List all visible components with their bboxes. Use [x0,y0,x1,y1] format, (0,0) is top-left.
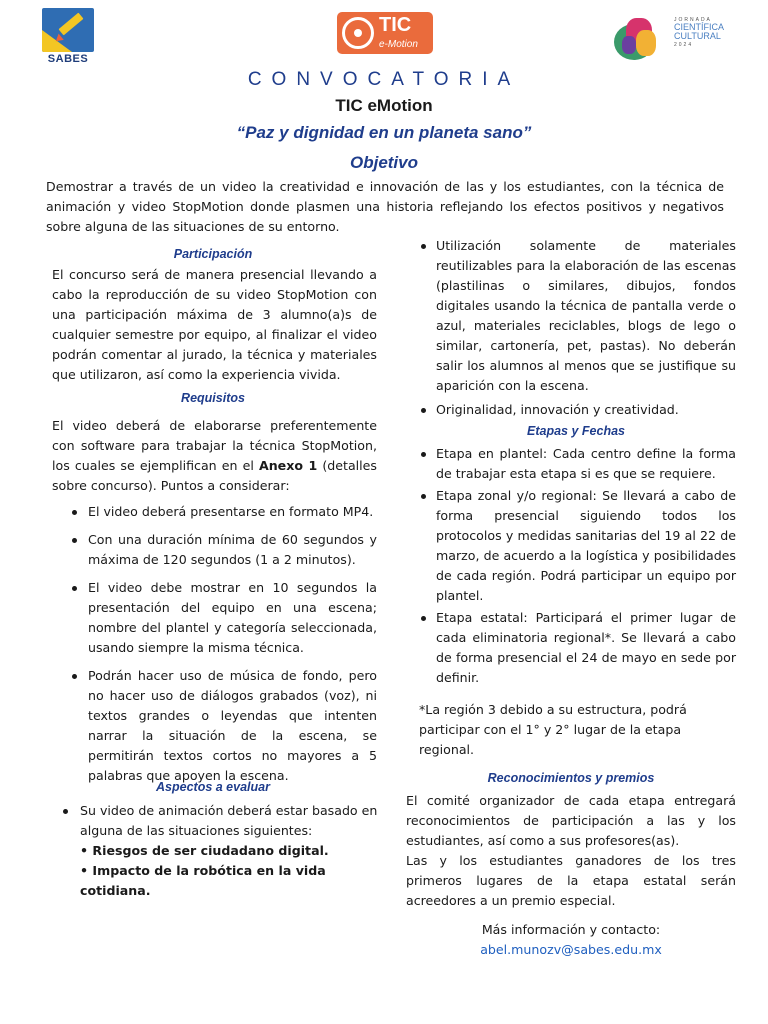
film-reel-icon [342,17,374,49]
list-item-text: Etapa estatal: Participará el primer lugar de cada eliminatoria regional*. Se llevará a cabo de forma presencial el 24 de mayo en sede por definir. [436,610,736,685]
tic-logo-sub: e-Motion [379,39,418,50]
bullet-icon [63,809,68,814]
objetivo-text: Demostrar a través de un video la creatividad e innovación de las y los estudiantes, con la técnica de animación y video StopMotion donde plasmen una historia reflejando los efectos positivos y negativos sobre alguna de las situaciones de su entorno. [46,179,724,234]
requisitos-intro-before: El video deberá de elaborarse preferentemente con software para trabajar la técnica StopMotion, los cuales se ejemplifican en el [52,418,377,473]
anexo-link-text: Anexo 1 [258,458,318,473]
list-item-text: Con una duración mínima de 60 segundos y máxima de 120 segundos (1 a 2 minutos). [88,532,377,567]
list-item [52,530,377,570]
contacto-label: Más información y contacto: [481,922,661,937]
requisitos-intro [52,416,377,496]
list-item [416,236,736,396]
jornada-logo [612,14,730,66]
contact-email-link[interactable]: abel.munozv@sabes.edu.mx [480,942,662,957]
jornada-l1: JORNADA [674,17,712,23]
list-item-text: Podrán hacer uso de música de fondo, pero no hacer uso de diálogos grabados (voz), ni textos grandes o leyendas que intenten narrar la situación de la escena, se permitirán textos cortos no mayores a 5 palabras que apoyen la escena. [88,668,377,783]
bullet-icon [421,452,426,457]
aspectos-list [44,801,380,841]
participacion-text: El concurso será de manera presencial llevando a cabo la reproducción de su video StopMotion con una participación máxima de 3 alumno(a)s de cualquier semestre por equipo, al finalizar el video podrán comentar al jurado, la técnica y materiales que utilizaron, así como la experiencia vivida. [52,267,377,382]
list-item [416,486,736,606]
bullet-icon [421,408,426,413]
list-item [44,801,380,841]
sabes-logo-text: SABES [47,53,89,65]
bullet-icon [421,244,426,249]
jornada-l3: CULTURAL [674,31,721,41]
list-item [416,444,736,484]
list-item-text: Su video de animación deberá estar basado en alguna de las situaciones siguientes: [80,803,378,838]
bullet-icon [72,674,77,679]
jornada-l2: CIENTÍFICA [674,22,725,32]
aspectos-heading: Aspectos a evaluar [156,780,270,794]
list-item [416,400,736,420]
list-item [52,666,377,786]
bullet-icon [72,538,77,543]
reconocimientos-heading: Reconocimientos y premios [487,771,655,785]
requisitos-right-list [416,236,736,420]
page-subtitle: TIC eMotion [335,96,433,115]
list-item [52,502,377,522]
list-item [52,578,377,658]
list-item-text: El video deberá presentarse en formato MP4. [88,504,374,519]
bullet-icon [421,494,426,499]
page-title: CONVOCATORIA [247,69,521,90]
reconocimientos-p2: Las y los estudiantes ganadores de los tres primeros lugares de la etapa estatal serán acreedores a un premio especial. [406,853,736,908]
requisitos-heading: Requisitos [181,391,245,405]
bullet-icon [421,616,426,621]
participacion-heading: Participación [173,247,253,261]
situacion-1: • Riesgos de ser ciudadano digital. [80,843,329,858]
slogan: “Paz y dignidad en un planeta sano” [236,123,532,142]
requisitos-intro-after: (detalles sobre concurso). Puntos a considerar: [52,458,377,493]
list-item-text: El video debe mostrar en 10 segundos la presentación del equipo en una escena; nombre del plantel y categoría seleccionada, usando siempre la misma técnica. [88,580,377,655]
objetivo-heading: Objetivo [349,153,418,172]
etapas-heading: Etapas y Fechas [527,424,625,438]
etapas-list [416,444,736,688]
tic-logo-word: TIC [379,14,412,36]
situacion-2: • Impacto de la robótica en la vida cotidiana. [80,863,326,898]
list-item-text: Etapa zonal y/o regional: Se llevará a cabo de forma presencial siguiendo todos los protocolos y medidas sanitarias del 19 al 22 de marzo, de acuerdo a la logística y posibilidades de cada región. Podrá participar un equipo por plantel. [436,488,736,603]
requisitos-list [52,502,377,786]
bullet-icon [72,586,77,591]
reconocimientos-p1: El comité organizador de cada etapa entregará reconocimientos de participación a las y los estudiantes, así como a sus profesores(as). [406,793,736,848]
page-header [0,0,768,70]
bullet-icon [72,510,77,515]
list-item-text: Etapa en plantel: Cada centro define la forma de trabajar esta etapa si es que se requiere. [436,446,736,481]
list-item-text: Utilización solamente de materiales reutilizables para la elaboración de las escenas (plastilinas o similares, dibujos, fondos digitales usando la técnica de pantalla verde o azul, materiales reciclables, blogs de lego o similar, cartonería, pet, pastas). No deberán salir los alumnos al menos que se justifique su aparición con la escena. [436,238,736,393]
etapas-note: *La región 3 debido a su estructura, podrá participar con el 1° y 2° lugar de la etapa regional. [419,702,687,757]
jornada-l4: 2024 [674,42,694,48]
sabes-pencil-icon [42,8,94,52]
jornada-emblem-icon [612,14,662,64]
list-item-text: Originalidad, innovación y creatividad. [436,402,679,417]
sabes-logo [42,8,94,66]
list-item [416,608,736,688]
tic-emotion-logo [337,12,433,54]
